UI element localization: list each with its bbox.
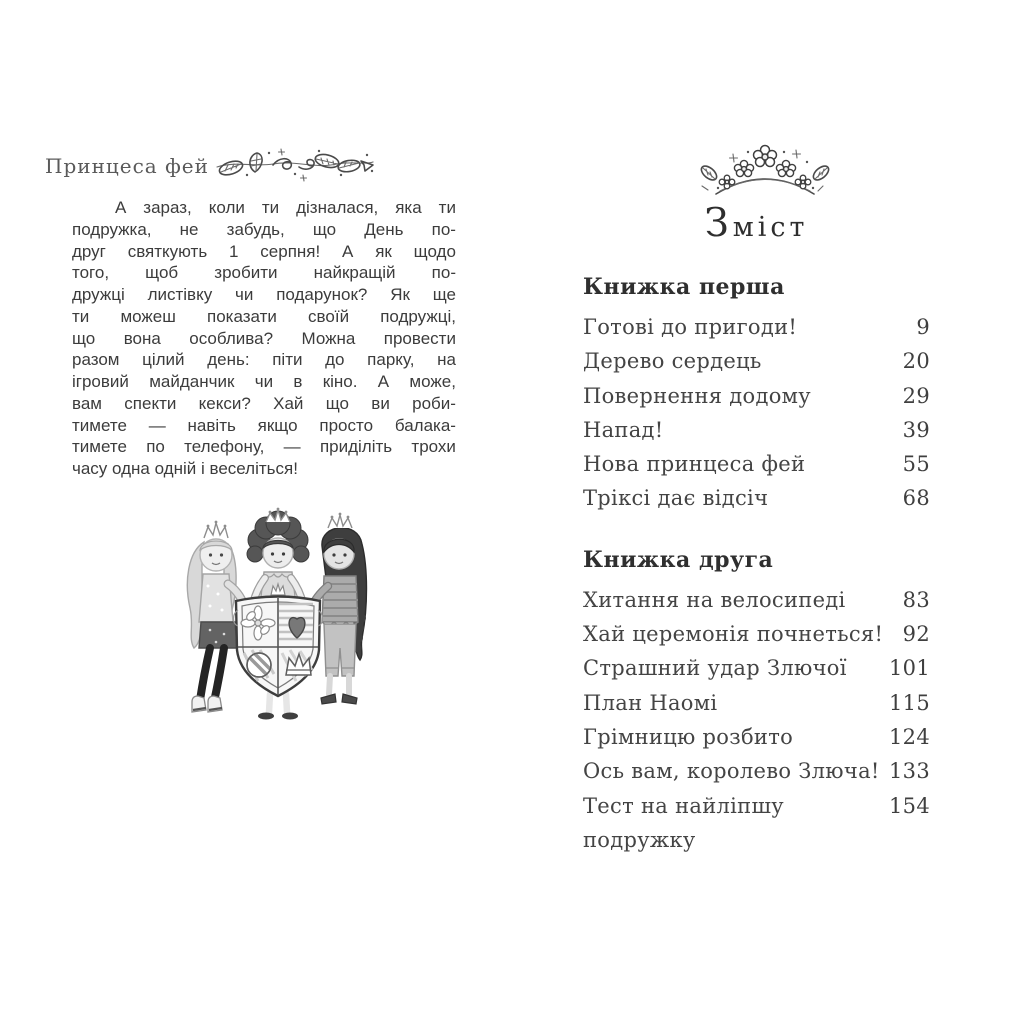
paragraph-line: ігровий майданчик чи в кіно. А може, — [72, 372, 456, 391]
paragraph-line: друг святкують 1 серпня! А як щодо — [72, 241, 456, 261]
toc-entry-page-number: 68 — [902, 486, 930, 511]
toc-entry-title: Напад! — [583, 417, 664, 442]
toc-entry — [583, 447, 930, 481]
paragraph-line: А зараз, коли ти дізналася, яка ти — [114, 198, 456, 217]
paragraph-line: того, щоб зробити найкращій по- — [72, 263, 456, 283]
toc-entry-page-number: 133 — [889, 759, 930, 784]
toc-entry-title: Повернення додому — [583, 383, 811, 408]
toc-entry-page-number: 83 — [902, 587, 930, 612]
toc — [583, 270, 930, 852]
toc-entry — [583, 754, 930, 788]
heraldic-shield — [234, 597, 323, 697]
running-header — [45, 140, 375, 192]
toc-entry-title: Хитання на велосипеді — [583, 587, 846, 612]
toc-entry-title: Страшний удар Злючої — [583, 656, 847, 681]
toc-entry-page-number: 39 — [902, 417, 930, 442]
toc-entry-title: План Наомі — [583, 690, 718, 715]
toc-entry — [583, 413, 930, 447]
toc-entry — [583, 789, 930, 852]
toc-entry — [583, 583, 930, 617]
flower-tiara-crown-icon — [700, 142, 830, 200]
toc-entry — [583, 651, 930, 685]
toc-entry-page-number: 101 — [889, 656, 930, 681]
toc-section-heading: Книжка перша — [583, 274, 785, 300]
toc-entry — [583, 686, 930, 720]
toc-entry-page-number: 29 — [902, 383, 930, 408]
paragraph-line: дружці листівку чи подарунок? Як ще — [72, 285, 456, 304]
paragraph-line: разом цілий день: піти до парку, на — [72, 350, 456, 370]
contents-title: Зміст — [704, 201, 809, 246]
toc-entry-page-number: 154 — [889, 793, 930, 818]
toc-entry-title: Тріксі дає відсіч — [583, 486, 769, 511]
toc-entry-page-number: 115 — [889, 690, 930, 715]
paragraph-line: часу одна одній і веселіться! — [72, 459, 298, 478]
toc-entry-title: Грімницю розбито — [583, 724, 794, 749]
paragraph — [72, 197, 456, 480]
paragraph-line: що вона особлива? Можна провести — [72, 328, 456, 348]
paragraph-line: подружка, не забудь, що День по- — [72, 219, 456, 239]
paragraph-line: тимете — навіть якщо просто балака- — [72, 415, 456, 435]
toc-entry-page-number: 9 — [916, 315, 930, 339]
toc-entry-title: Нова принцеса фей — [583, 452, 806, 477]
toc-entry-title: Дерево сердець — [583, 349, 762, 374]
toc-entry-page-number: 92 — [902, 622, 930, 647]
toc-entry — [583, 617, 930, 651]
paragraph-line: вам спекти кекси? Хай що ви роби- — [72, 393, 456, 413]
toc-entry — [583, 344, 930, 378]
toc-entry-title: Ось вам, королево Злюча! — [583, 759, 880, 784]
toc-entry-title: Тест на найліпшу подружку — [583, 793, 784, 852]
toc-entry-page-number: 55 — [902, 452, 930, 477]
toc-entry — [583, 379, 930, 413]
toc-entry-title: Хай церемонія почнеться! — [583, 622, 884, 647]
toc-entry-page-number: 20 — [902, 349, 930, 374]
three-girls-shield-illustration — [158, 498, 398, 730]
paragraph-line: ти можеш показати своїй подружці, — [72, 306, 456, 326]
toc-section-heading: Книжка друга — [583, 546, 774, 573]
toc-entry — [583, 481, 930, 515]
paragraph-line: тимете по телефону, — приділіть трохи — [72, 437, 456, 457]
toc-entry — [583, 720, 930, 754]
toc-entry-page-number: 124 — [889, 724, 930, 749]
toc-entry — [583, 310, 930, 344]
leaf-swirl-flourish-icon — [215, 141, 375, 192]
toc-entry-title: Готові до пригоди! — [583, 315, 798, 339]
running-header-title: Принцеса фей — [45, 154, 209, 178]
right-page — [512, 0, 1024, 1024]
